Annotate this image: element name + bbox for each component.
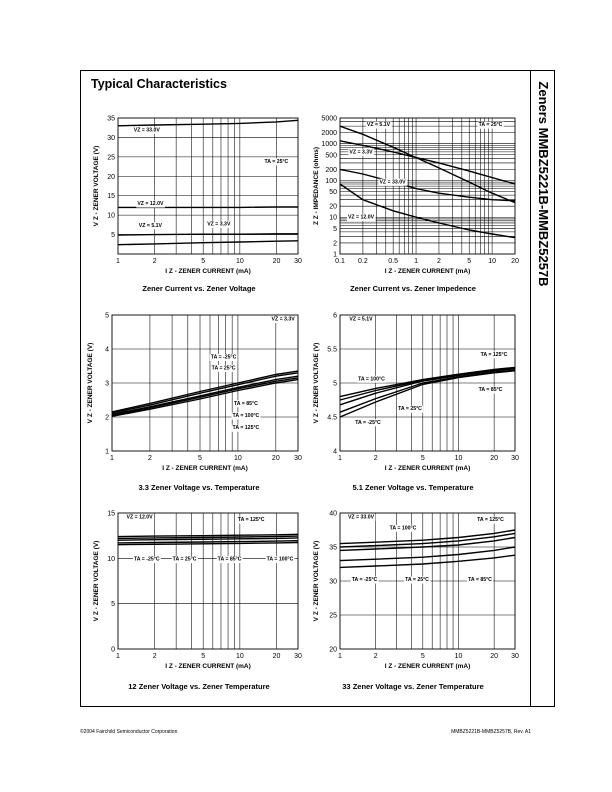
y-tick-label: 35	[329, 544, 337, 552]
x-tick-label: 2	[152, 653, 157, 660]
caption-5: 12 Zener Voltage vs. Zener Temperature	[128, 682, 270, 691]
y-tick-label: 25	[107, 154, 115, 162]
y-tick-label: 0	[111, 646, 115, 654]
x-tick-label: 30	[511, 455, 519, 462]
x-tick-label: 30	[294, 653, 302, 660]
x-axis-label: I Z - ZENER CURRENT (mA)	[384, 268, 471, 275]
x-tick-label: 5	[467, 258, 472, 265]
y-tick-label: 5000	[321, 115, 337, 123]
chart-5v1-voltage-vs-temperature	[312, 307, 517, 497]
y-tick-label: 5	[105, 312, 109, 320]
y-tick-label: 15	[107, 193, 115, 201]
y-tick-label: 20	[329, 203, 337, 211]
y-tick-label: 5	[111, 601, 115, 609]
x-tick-label: 0.2	[358, 258, 368, 265]
annotation-label: VZ = 12.0V	[126, 514, 153, 521]
x-tick-label: 10	[234, 455, 242, 462]
annotation-label: TA = 25°C	[264, 158, 289, 165]
x-axis-label: I Z - ZENER CURRENT (mA)	[384, 663, 471, 670]
annotation-label: VZ = 33.0V	[133, 127, 160, 134]
x-tick-label: 10	[488, 258, 497, 265]
x-tick-label: 2	[436, 258, 441, 265]
chart-33v-voltage-vs-temperature	[312, 505, 517, 695]
y-tick-label: 1	[333, 251, 337, 259]
series-line	[118, 241, 298, 245]
y-tick-label: 20	[107, 173, 115, 181]
annotation-label: TA = -25°C	[355, 419, 381, 426]
caption-2: Zener Current vs. Zener Impedence	[350, 284, 476, 293]
annotation-label: TA = -25°C	[134, 556, 160, 563]
annotation-label: VZ = 5.1V	[349, 316, 373, 323]
x-tick-label: 2	[373, 455, 378, 462]
y-tick-label: 5	[111, 232, 115, 240]
x-tick-label: 5	[198, 455, 202, 462]
x-tick-label: 1	[110, 455, 114, 462]
x-tick-label: 20	[271, 455, 280, 462]
caption-1: Zener Current vs. Zener Voltage	[142, 284, 256, 293]
x-tick-label: 1	[338, 455, 342, 462]
annotation-label: VZ = 5.1V	[366, 122, 391, 129]
annotation-label: TA = 25°C	[211, 365, 236, 372]
x-tick-label: 10	[454, 455, 463, 462]
x-tick-label: 1	[414, 258, 419, 265]
y-tick-label: 30	[107, 134, 115, 142]
x-tick-label: 1	[116, 258, 120, 265]
y-tick-label: 30	[329, 578, 337, 586]
y-axis-label: V Z - ZENER VOLTAGE (V)	[313, 342, 320, 424]
y-tick-label: 35	[107, 115, 115, 123]
plot-area	[313, 511, 519, 671]
annotation-label: TA = -25°C	[210, 354, 237, 361]
y-axis-label: V Z - ZENER VOLTAGE (V)	[87, 342, 94, 424]
annotation-label: TA = 25°C	[172, 556, 197, 563]
y-axis-label: Z Z - IMPEDANCE (ohms)	[313, 147, 320, 225]
y-axis-label: V Z - ZENER VOLTAGE (V)	[93, 145, 100, 227]
y-tick-label: 10	[107, 555, 115, 563]
y-tick-label: 50	[329, 189, 337, 197]
y-axis-label: V Z - ZENER VOLTAGE (V)	[313, 540, 320, 622]
x-tick-label: 20	[490, 653, 499, 660]
footer-copyright: ©2004 Fairchild Semiconductor Corporation	[80, 729, 178, 735]
y-tick-label: 40	[329, 510, 337, 518]
x-tick-label: 30	[294, 258, 302, 265]
annotation-label: TA = 100°C	[266, 556, 294, 563]
annotation-label: TA = 25°C	[478, 122, 503, 129]
x-axis-label: I Z - ZENER CURRENT (mA)	[165, 663, 251, 670]
x-tick-label: 5	[420, 653, 425, 660]
annotation-label: VZ = 33.0V	[379, 179, 406, 186]
x-tick-label: 10	[235, 258, 244, 265]
x-tick-label: 0.1	[335, 258, 345, 265]
caption-3: 3.3 Zener Voltage vs. Temperature	[138, 483, 260, 492]
annotation-label: TA = 125°C	[232, 425, 260, 432]
y-tick-label: 200	[325, 166, 337, 174]
series-line	[112, 380, 298, 417]
annotation-label: VZ = 12.0V	[347, 214, 375, 221]
x-tick-label: 2	[152, 258, 157, 265]
x-tick-label: 5	[420, 455, 425, 462]
annotation-label: VZ = 12.0V	[137, 201, 164, 208]
plot-area	[93, 116, 302, 276]
y-tick-label: 5	[333, 225, 337, 233]
y-tick-label: 5	[333, 380, 337, 388]
x-tick-label: 5	[201, 258, 206, 265]
y-tick-label: 15	[107, 510, 115, 518]
annotation-label: VZ = 33.0V	[347, 514, 375, 521]
annotation-label: TA = 100°C	[389, 525, 417, 532]
x-tick-label: 10	[454, 653, 463, 660]
x-tick-label: 10	[235, 653, 244, 660]
annotation-label: TA = -25°C	[351, 577, 378, 583]
x-tick-label: 1	[116, 653, 120, 660]
y-tick-label: 25	[329, 612, 337, 620]
section-title: Typical Characteristics	[91, 77, 227, 91]
x-tick-label: 20	[272, 653, 281, 660]
y-tick-label: 1000	[321, 141, 337, 149]
footer-part-rev: MMBZ5221B-MMBZ5257B, Rev. A1	[451, 729, 531, 735]
annotation-label: TA = 125°C	[480, 351, 508, 358]
y-tick-label: 2000	[321, 130, 337, 138]
chart-zener-current-vs-voltage	[88, 110, 328, 300]
y-tick-label: 3	[105, 380, 109, 388]
caption-4: 5.1 Zener Voltage vs. Temperature	[352, 483, 474, 492]
series-line	[118, 120, 298, 126]
y-tick-label: 100	[325, 177, 337, 185]
plot-area	[87, 313, 302, 473]
annotation-label: VZ = 5.1V	[138, 222, 163, 229]
x-tick-label: 20	[272, 258, 281, 265]
chart-12v-voltage-vs-temperature	[88, 505, 328, 695]
chart-3v3-voltage-vs-temperature	[88, 307, 328, 497]
annotation-label: TA = 85°C	[217, 556, 242, 563]
annotation-label: TA = 85°C	[478, 387, 503, 394]
side-title-text: Zeners MMBZ5221B-MMBZ5257B	[536, 81, 551, 287]
y-tick-label: 2	[333, 240, 337, 248]
x-axis-label: I Z - ZENER CURRENT (mA)	[165, 268, 251, 275]
annotation-label: TA = 100°C	[232, 413, 260, 419]
annotation-label: TA = 25°C	[398, 406, 422, 413]
x-tick-label: 2	[373, 653, 378, 660]
y-tick-label: 10	[329, 214, 337, 222]
y-tick-label: 5.5	[327, 346, 337, 354]
y-tick-label: 4	[105, 346, 109, 354]
y-tick-label: 4	[333, 448, 337, 456]
x-tick-label: 2	[147, 455, 152, 462]
x-tick-label: 5	[201, 653, 206, 660]
annotation-label: TA = 100°C	[358, 376, 385, 383]
y-tick-label: 1	[105, 448, 109, 456]
x-tick-label: 30	[294, 455, 302, 462]
x-tick-label: 20	[490, 455, 499, 462]
y-axis-label: V Z - ZENER VOLTAGE (V)	[93, 540, 100, 622]
annotation-label: VZ = 3.3V	[271, 316, 295, 323]
plot-area	[93, 511, 302, 671]
x-tick-label: 1	[338, 653, 342, 660]
annotation-label: VZ = 3.3V	[349, 149, 373, 156]
y-tick-label: 20	[329, 646, 337, 654]
y-tick-label: 2	[105, 414, 109, 422]
annotation-label: TA = 25°C	[405, 577, 429, 583]
annotation-label: TA = 125°C	[237, 517, 265, 524]
series-line	[112, 373, 298, 413]
plot-border	[118, 513, 298, 649]
y-tick-label: 6	[333, 312, 337, 320]
annotation-label: TA = 85°C	[468, 577, 492, 583]
x-axis-label: I Z - ZENER CURRENT (mA)	[384, 465, 471, 472]
y-tick-label: 4.5	[327, 414, 337, 422]
y-tick-label: 10	[107, 212, 115, 220]
annotation-label: TA = 125°C	[477, 517, 504, 524]
plot-area	[313, 313, 519, 473]
x-tick-label: 20	[511, 258, 519, 265]
x-tick-label: 30	[511, 653, 519, 660]
annotation-label: VZ = 3.3V	[207, 221, 231, 228]
y-tick-label: 500	[325, 152, 337, 160]
x-tick-label: 0.5	[388, 258, 399, 265]
caption-6: 33 Zener Voltage vs. Zener Temperature	[342, 682, 484, 691]
x-axis-label: I Z - ZENER CURRENT (mA)	[162, 465, 248, 472]
chart-zener-current-vs-impedance	[312, 110, 517, 300]
annotation-label: TA = 85°C	[233, 400, 258, 407]
plot-area	[313, 116, 519, 276]
